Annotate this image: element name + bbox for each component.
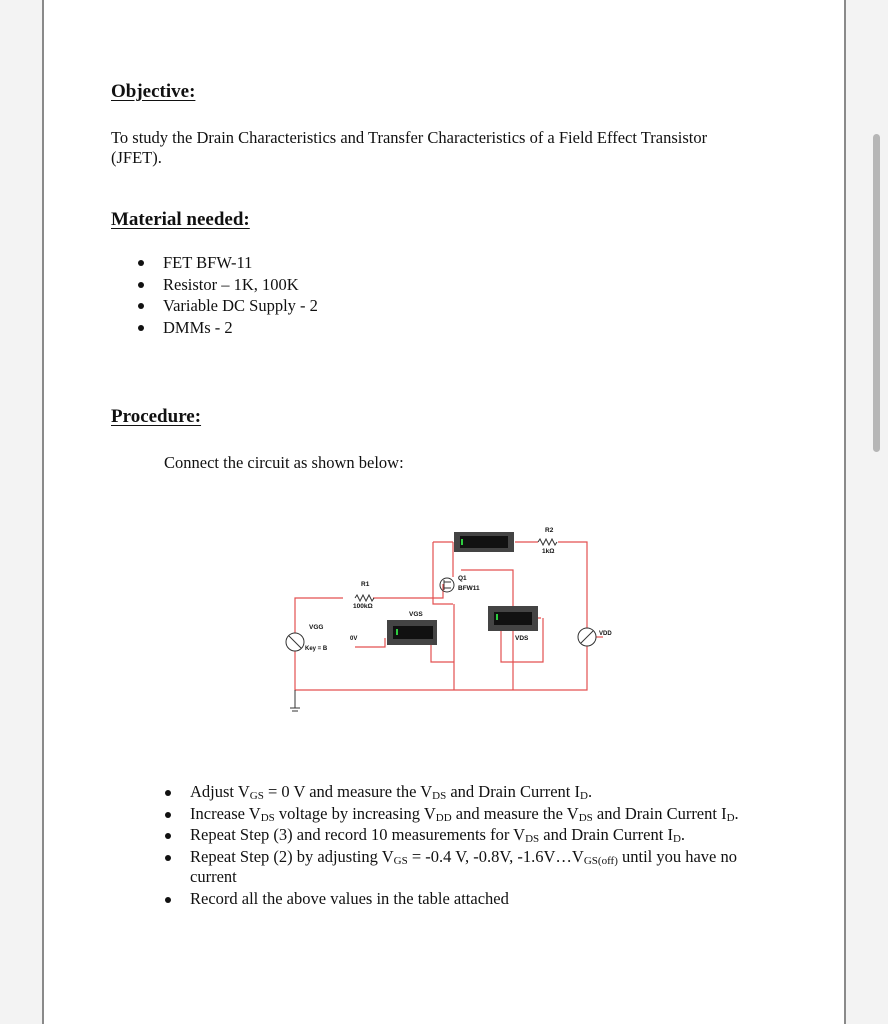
vds-meter-screen [494, 612, 532, 625]
procedure-heading: Procedure: [111, 406, 202, 427]
ammeter-screen [460, 536, 508, 548]
procedure-intro: Connect the circuit as shown below: [164, 453, 404, 472]
vds-meter-indicator [496, 614, 498, 620]
jfet-q1-symbol [440, 578, 454, 592]
procedure-steps [163, 782, 743, 910]
vgs-label: VGS [409, 611, 423, 618]
resistor-r1-symbol [355, 595, 374, 601]
list-item: Repeat Step (2) by adjusting $V_{GS} = -0.4$ V, -0.8V, $-1.6V\dots V_{GS(off)}$ until you have no current [163, 847, 743, 888]
vds-label: VDS [515, 635, 529, 642]
list-item: Resistor – 1K, 100K [136, 274, 318, 296]
scrollbar[interactable] [873, 134, 880, 452]
q1-label: Q1 [458, 575, 467, 582]
material-list [136, 252, 318, 338]
r1-value: 100kΩ [353, 603, 373, 610]
list-item: Increase $V_{DS}$ voltage by increasing $V_{DD}$ and measure the $V_{DS}$ and Drain Current $I_D$. [163, 804, 743, 825]
list-item: Variable DC Supply - 2 [136, 295, 318, 317]
r2-label: R2 [545, 527, 554, 534]
key-label: Key = B [305, 646, 328, 652]
ammeter-indicator [461, 539, 463, 545]
material-heading: Material needed: [111, 209, 250, 230]
list-item: DMMs - 2 [136, 317, 318, 339]
r1-label: R1 [361, 581, 370, 588]
list-item: Record all the above values in the table attached [163, 889, 743, 910]
circuit-wires [295, 542, 603, 690]
vgg-label: VGG [309, 624, 324, 631]
vdd-label: VDD [599, 631, 612, 637]
list-item: FET BFW-11 [136, 252, 318, 274]
resistor-r2-symbol [538, 539, 557, 545]
vgs-meter-screen [393, 626, 433, 639]
objective-heading: Objective: [111, 81, 196, 102]
list-item: Repeat Step (3) and record 10 measurements for $V_{DS}$ and Drain Current $I_D$. [163, 825, 743, 846]
zero-v-label: 0V [350, 636, 358, 642]
vgs-meter-indicator [396, 629, 398, 635]
circuit-diagram [283, 522, 612, 722]
objective-text: To study the Drain Characteristics and Transfer Characteristics of a Field Effect Transistor (JFET). [111, 128, 708, 167]
r2-value: 1kΩ [542, 548, 555, 555]
q1-part: BFW11 [458, 585, 480, 592]
list-item: Adjust $V_{GS} = 0$ V and measure the $V_{DS}$ and Drain Current $I_D$. [163, 782, 743, 803]
ground-symbol [290, 690, 300, 711]
